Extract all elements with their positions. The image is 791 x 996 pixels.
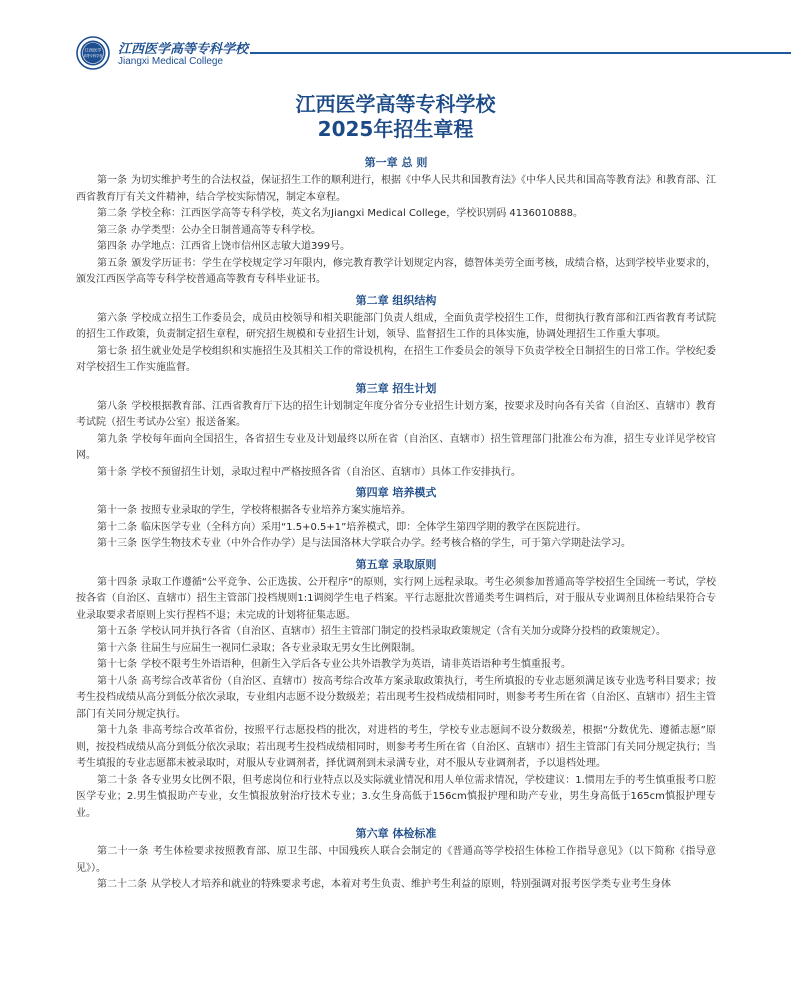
title-line-2: 2025年招生章程 — [317, 117, 474, 141]
seal-text-bottom: 高等专科学校 — [83, 54, 103, 58]
chapter-heading: 第一章 总 则 — [364, 156, 428, 169]
title-line-1: 江西医学高等专科学校 — [295, 92, 496, 116]
article-paragraph — [76, 674, 716, 724]
chapter-heading: 第五章 录取原则 — [355, 557, 437, 571]
article-paragraph — [76, 239, 716, 256]
article-text: 学校认同并执行各省（自治区、直辖市）招生主管部门制定的投档录取政策规定（含有关加分或降分投档的政策规定）。 — [141, 626, 666, 637]
seal-text-top: 江西医学 — [84, 47, 102, 53]
article-number: 第十四条 — [97, 576, 138, 588]
article-text: 学校每年面向全国招生，各省招生专业及计划最终以所在省（自治区、直辖市）招生管理部门批准公布为准，招生专业详见学校官网。 — [76, 433, 717, 461]
school-seal-logo — [76, 36, 110, 70]
article-text: 医学生物技术专业（中外合作办学）是与法国洛林大学联合办学。经考核合格的学生，可于第六学期赴法学习。 — [141, 538, 631, 549]
article-number: 第一条 — [97, 175, 127, 186]
school-name-en: Jiangxi Medical College — [118, 56, 224, 67]
article-text: 临床医学专业（全科方向）采用“1.5+0.5+1”培养模式，即：全体学生第四学期的教学在医院进行。 — [141, 521, 587, 533]
article-paragraph — [76, 641, 716, 658]
article-number: 第十七条 — [97, 659, 137, 670]
chapter-heading: 第三章 招生计划 — [355, 381, 437, 395]
article-text: 往届生与应届生一视同仁录取；各专业录取无男女生比例限制。 — [141, 642, 421, 654]
article-paragraph — [76, 344, 716, 377]
article-number: 第十三条 — [97, 538, 137, 549]
article-number: 第二十条 — [97, 774, 138, 786]
article-text: 学校不预留招生计划，录取过程中严格按照各省（自治区、直辖市）具体工作安排执行。 — [131, 466, 521, 478]
article-number: 第六条 — [97, 312, 128, 324]
article-number: 第二十一条 — [97, 846, 149, 857]
article-paragraph — [76, 520, 716, 537]
page-header — [76, 36, 791, 72]
article-paragraph — [76, 399, 716, 432]
document-body — [76, 153, 716, 894]
article-number: 第五条 — [97, 257, 128, 269]
article-number: 第九条 — [97, 433, 128, 445]
article-number: 第十六条 — [97, 642, 137, 654]
article-number: 第八条 — [97, 400, 128, 412]
header-divider — [250, 52, 791, 54]
article-text: 为切实维护考生的合法权益，保证招生工作的顺利进行，根据《中华人民共和国教育法》《中华人民共和国高等教育法》和教育部、江西省教育厅有关文件精神，结合学校实际情况，制定本章程。 — [76, 175, 716, 203]
article-text: 各专业男女比例不限，但考虑岗位和行业特点以及实际就业情况和用人单位需求情况，学校建议：1.惯用左手的考生慎重报考口腔医学专业；2.男生慎报助产专业，女生慎报放射治疗技术专业；3.女生身高低于156cm慎报护理和助产专业，男生身高低于165cm慎报护理专业。 — [76, 774, 717, 819]
article-paragraph — [76, 311, 716, 344]
article-paragraph — [76, 536, 716, 553]
article-text: 考生体检要求按照教育部、原卫生部、中国残疾人联合会制定的《普通高等学校招生体检工作指导意见》（以下简称《指导意见》）。 — [76, 846, 717, 874]
article-text: 颁发学历证书：学生在学校规定学习年限内，修完教育教学计划规定内容，德智体美劳全面考核，成绩合格，达到学校毕业要求的，颁发江西医学高等专科学校普通高等教育专科毕业证书。 — [76, 257, 716, 285]
article-paragraph — [76, 773, 716, 823]
article-text: 学校成立招生工作委员会，成员由校领导和相关职能部门负责人组成，全面负责学校招生工作，贯彻执行教育部和江西省教育考试院的招生工作政策，负责制定招生章程，研究招生规模和专业招生计划，领导、监督招生工作的具体实施，协调处理招生工作重大事项。 — [76, 312, 716, 340]
article-text: 学校不限考生外语语种，但新生入学后各专业公共外语教学为英语，请非英语语种考生慎重报考。 — [141, 659, 571, 670]
chapter-heading: 第六章 体检标准 — [355, 827, 437, 840]
article-number: 第十二条 — [97, 521, 137, 533]
article-text: 办学地点：江西省上饶市信州区志敏大道399号。 — [131, 241, 351, 252]
article-paragraph — [76, 575, 716, 625]
article-paragraph — [76, 256, 716, 289]
article-number: 第十条 — [97, 466, 127, 478]
article-paragraph — [76, 206, 716, 223]
article-text: 学校根据教育部、江西省教育厅下达的招生计划制定年度分省分专业招生计划方案，按要求及时向各有关省（自治区、直辖市）教育考试院（招生考试办公室）报送备案。 — [76, 400, 716, 428]
article-number: 第二十二条 — [97, 879, 147, 890]
article-number: 第七条 — [97, 345, 128, 357]
article-number: 第十一条 — [97, 505, 137, 516]
article-paragraph — [76, 465, 716, 482]
document-title — [0, 92, 791, 142]
article-paragraph — [76, 624, 716, 641]
article-text: 录取工作遵循“公平竞争、公正选拔、公开程序”的原则，实行网上远程录取。考生必须参加普通高等学校招生全国统一考试，学校按各省（自治区、直辖市）招生主管部门投档规则1:1调阅学生电子档案。平行志愿批次普通类考生调档后，对于服从专业调剂且体检结果符合专业录取要求者原则上实行捏档不退；未完成的计划将征集志愿。 — [76, 576, 716, 621]
chapter-heading: 第四章 培养模式 — [355, 486, 437, 499]
chapter-heading: 第二章 组织结构 — [355, 293, 437, 307]
article-number: 第三条 — [97, 224, 127, 236]
article-text: 招生就业处是学校组织和实施招生及其相关工作的常设机构，在招生工作委员会的领导下负责学校全日制招生的日常工作。学校纪委对学校招生工作实施监督。 — [76, 345, 716, 373]
article-paragraph — [76, 432, 716, 465]
article-text: 非高考综合改革省份，按照平行志愿投档的批次，对进档的考生，学校专业志愿间不设分数级差，根据“分数优先、遵循志愿”原则，按投档成绩从高分到低分依次录取；若出现考生投档成绩相同时，则参考考生所在省（自治区、直辖市）招生主管部门有关同分规定执行；当考生填报的专业志愿都未被录取时，对服从专业调剂者，择优调剂到未录满专业，对不服从专业调剂者，予以退档处理。 — [76, 725, 716, 769]
article-paragraph — [76, 657, 716, 674]
article-paragraph — [76, 723, 716, 773]
article-number: 第十八条 — [97, 675, 138, 687]
article-paragraph — [76, 844, 716, 877]
article-paragraph — [76, 503, 716, 520]
article-text: 高考综合改革省份（自治区、直辖市）按高考综合改革方案录取政策执行，考生所填报的专业志愿须满足该专业选考科目要求；按考生投档成绩从高分到低分依次录取，专业组内志愿不设分数级差；若出现考生投档成绩相同时，则参考考生所在省（自治区、直辖市）招生主管部门有关同分规定执行。 — [76, 675, 717, 720]
article-number: 第十九条 — [97, 725, 138, 736]
article-text: 从学校人才培养和就业的特殊要求考虑，本着对考生负责、维护考生利益的原则，特别强调对报考医学类专业考生身体 — [151, 879, 671, 890]
article-number: 第二条 — [97, 208, 127, 219]
article-paragraph — [76, 173, 716, 206]
article-text: 按照专业录取的学生，学校将根据各专业培养方案实施培养。 — [141, 505, 411, 516]
article-text: 办学类型：公办全日制普通高等专科学校。 — [131, 224, 321, 236]
article-number: 第十五条 — [97, 626, 137, 637]
article-number: 第四条 — [97, 241, 127, 252]
article-paragraph — [76, 223, 716, 240]
article-paragraph — [76, 877, 716, 894]
article-text: 学校全称：江西医学高等专科学校，英文名为Jiangxi Medical College，学校识别码 4136010888。 — [131, 208, 584, 219]
school-name-cn: 江西医学高等专科学校 — [118, 42, 249, 57]
